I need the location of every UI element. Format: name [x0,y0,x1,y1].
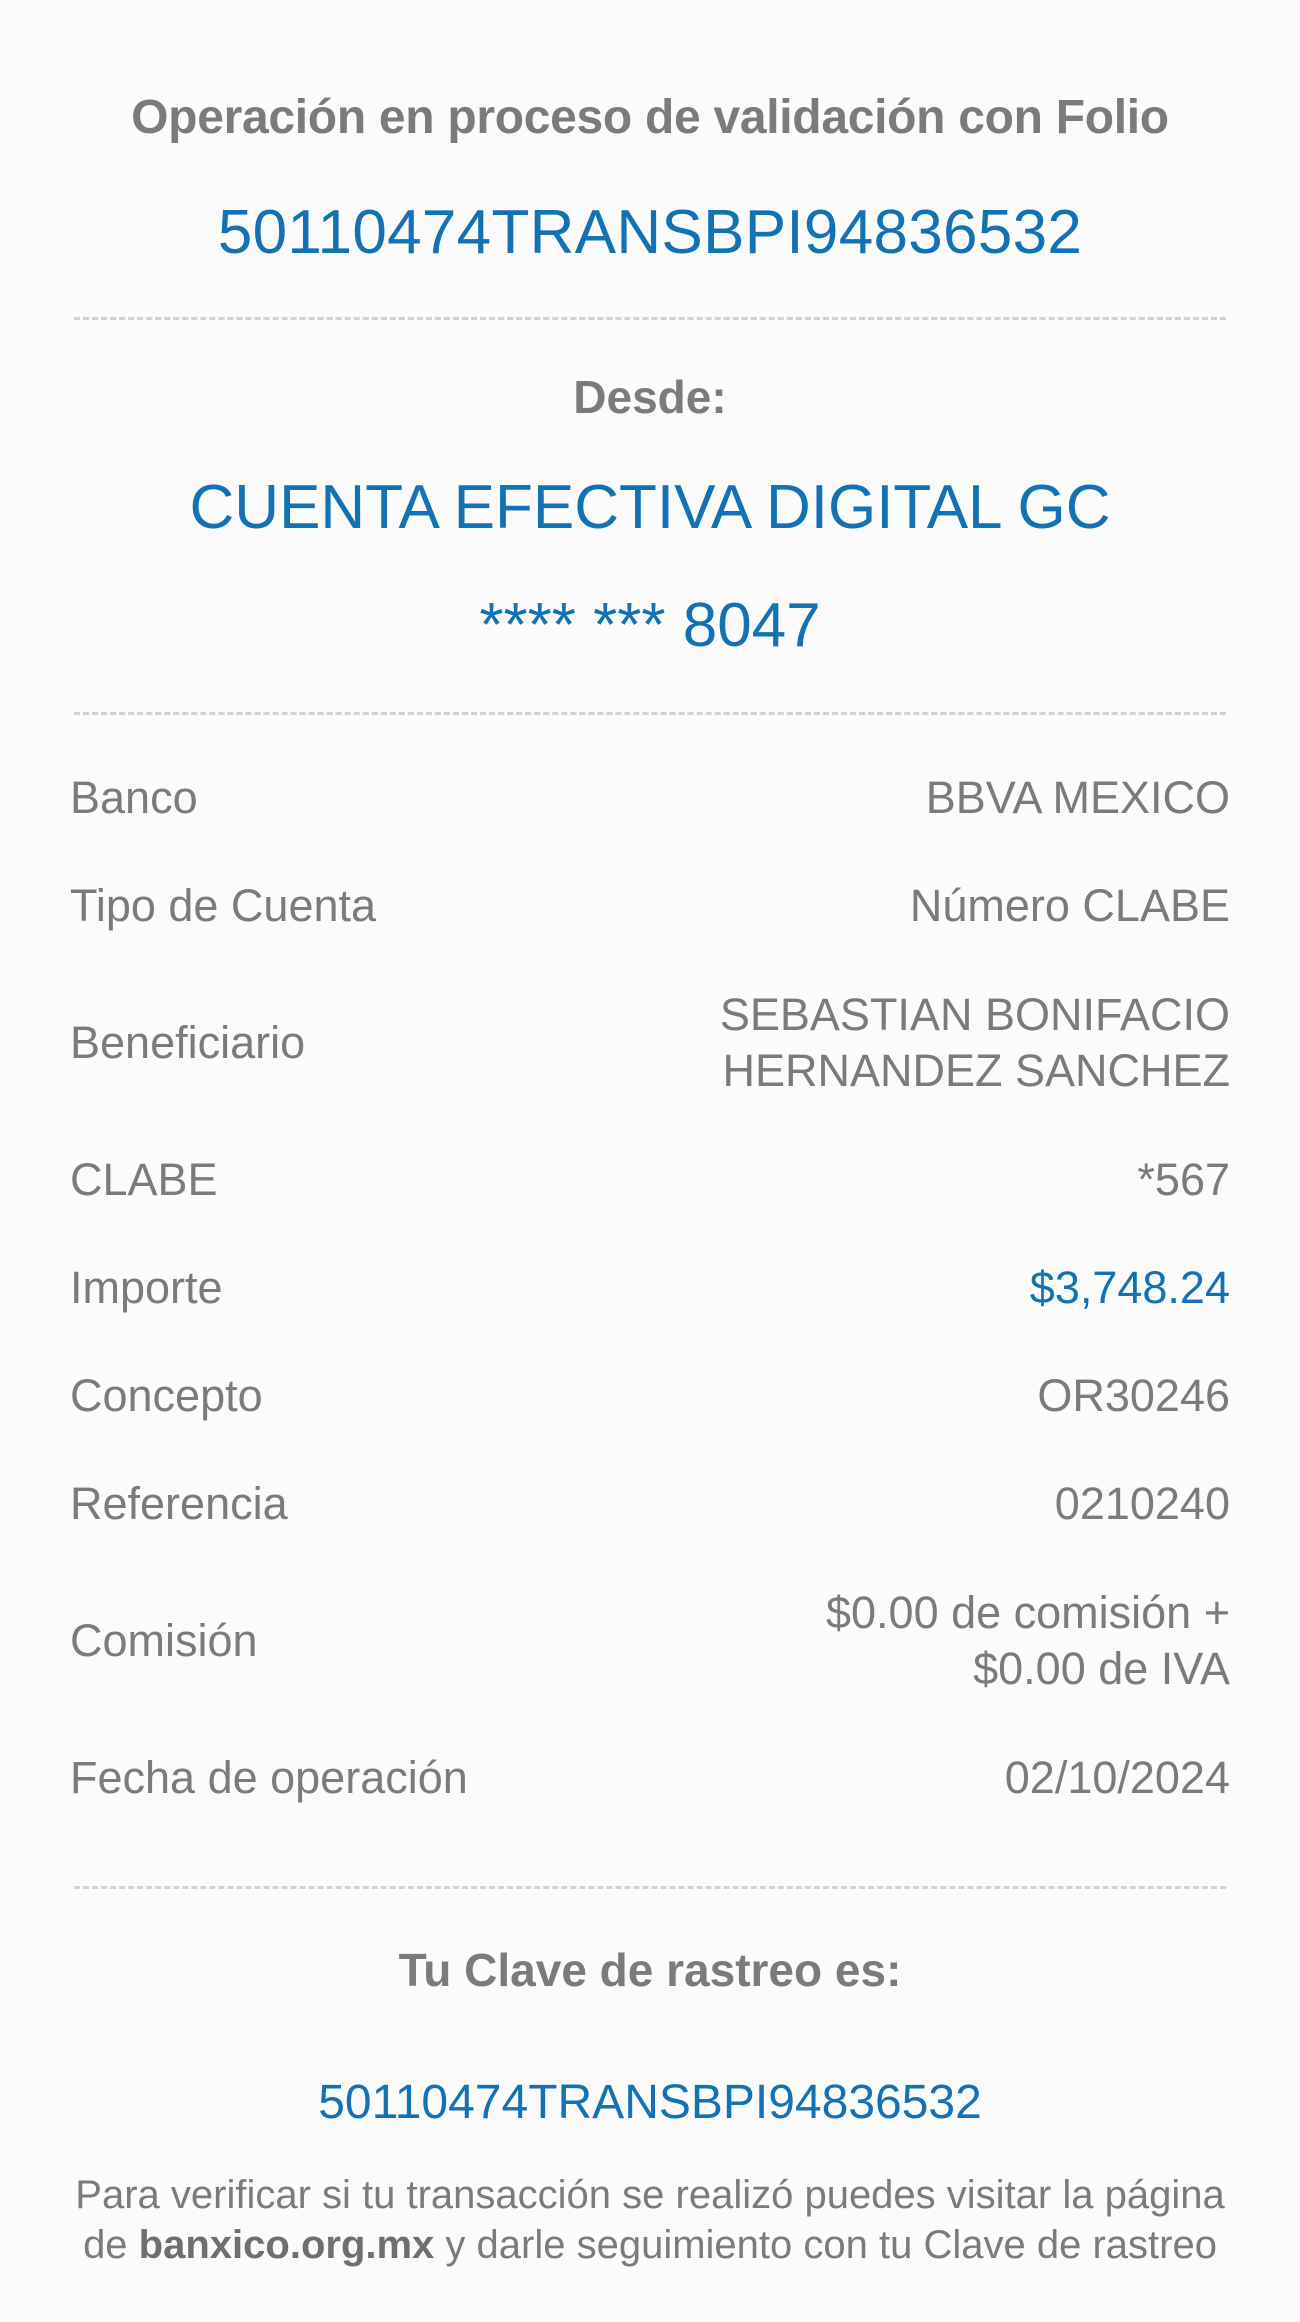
origin-account-number: **** *** 8047 [479,591,821,660]
note-text: y darle seguimiento con tu Clave de rastreo [434,2223,1217,2267]
detail-label: Fecha de operación [70,1752,468,1803]
detail-row-banco [70,772,1230,823]
detail-value: SEBASTIAN BONIFACIO HERNANDEZ SANCHEZ [719,989,1230,1096]
divider [74,712,1226,715]
detail-label: Comisión [70,1615,258,1666]
detail-label: CLABE [70,1154,218,1205]
tracking-label: Tu Clave de rastreo es: [398,1944,902,1996]
detail-row-fecha [70,1752,1230,1803]
detail-label: Beneficiario [70,1017,306,1068]
detail-row-beneficiario [70,989,1230,1096]
detail-row-tipo-cuenta [70,880,1230,931]
banxico-link[interactable]: banxico.org.mx [138,2223,435,2267]
detail-label: Concepto [70,1370,263,1421]
detail-row-referencia [70,1478,1230,1529]
detail-row-importe [70,1262,1230,1313]
detail-label: Tipo de Cuenta [70,880,377,931]
detail-row-concepto [70,1370,1230,1421]
detail-row-comision [70,1587,1230,1694]
receipt-title: Operación en proceso de validación con Folio [131,91,1169,144]
amount-value: $3,748.24 [1029,1262,1230,1313]
verification-note [70,2170,1230,2270]
origin-label: Desde: [573,371,727,423]
tracking-key: 50110474TRANSBPI94836532 [318,2076,982,2129]
detail-value: OR30246 [1037,1370,1230,1421]
divider [74,1886,1226,1889]
detail-value: 02/10/2024 [1004,1752,1230,1803]
detail-value: *567 [1137,1154,1230,1205]
detail-value: Número CLABE [909,880,1230,931]
detail-value: BBVA MEXICO [925,772,1230,823]
detail-label: Banco [70,772,198,823]
folio-number: 50110474TRANSBPI94836532 [217,198,1083,267]
detail-label: Referencia [70,1478,288,1529]
detail-row-clabe [70,1154,1230,1205]
detail-value: $0.00 de comisión + $0.00 de IVA [825,1587,1230,1694]
origin-account-name: CUENTA EFECTIVA DIGITAL GC [189,473,1111,542]
divider [74,317,1226,320]
note-text: Para verificar si tu transacción se realizó puedes visitar la página de [75,2173,1225,2267]
detail-label: Importe [70,1262,223,1313]
detail-value: 0210240 [1054,1478,1230,1529]
